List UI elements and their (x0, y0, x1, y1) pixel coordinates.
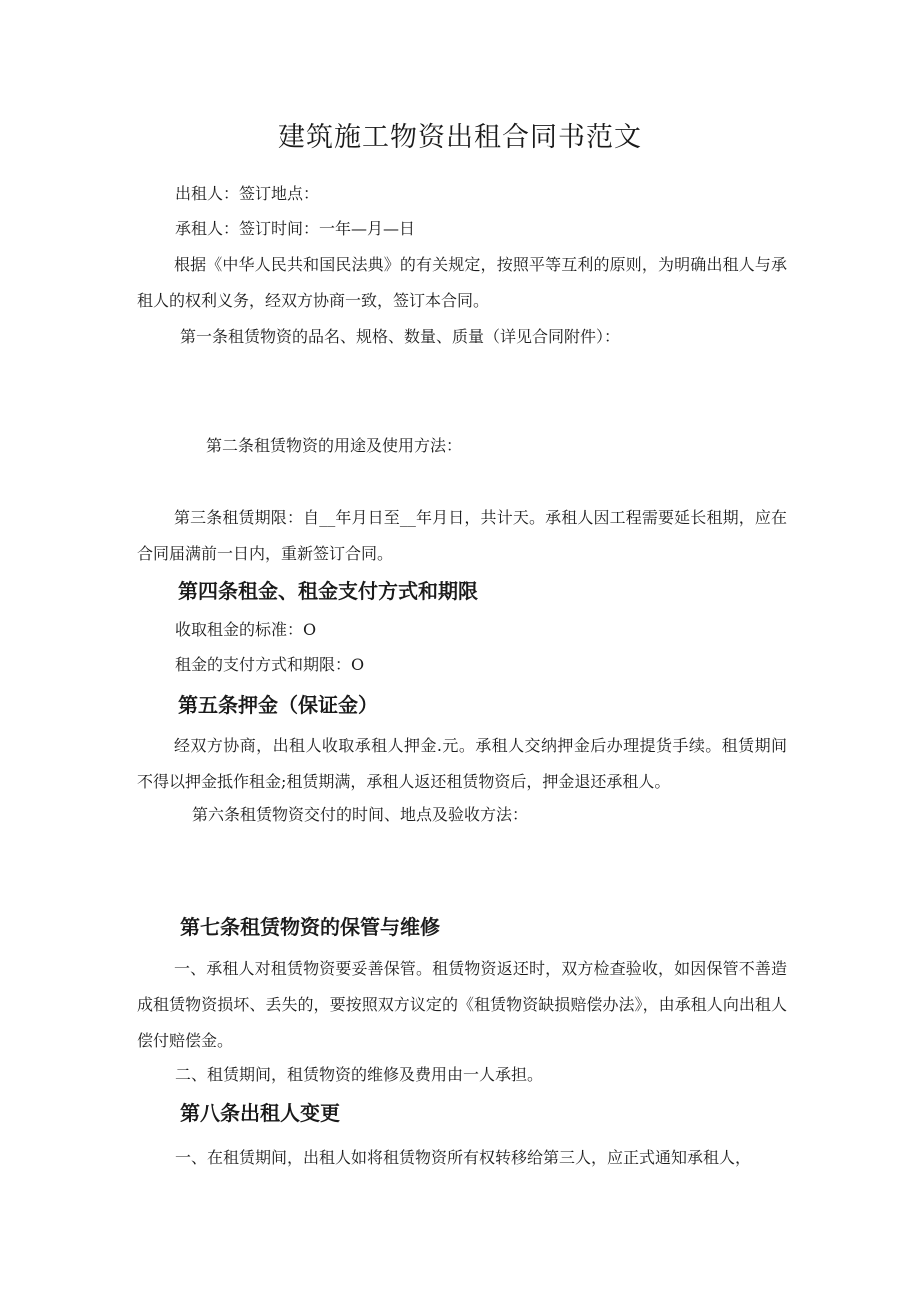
article-7-heading: 第七条租赁物资的保管与维修 (180, 915, 440, 939)
article-3: 第三条租赁期限：自__年月日至__年月日，共计天。承租人因工程需要延长租期，应在合同届满前一日内，重新签订合同。 (137, 508, 787, 563)
article-4-rent-standard: 收取租金的标准：O (175, 620, 317, 639)
lessee-line: 承租人：签订时间：一年—月—日 (175, 219, 416, 238)
article-8-heading: 第八条出租人变更 (180, 1101, 340, 1125)
article-5-heading: 第五条押金（保证金） (178, 693, 378, 717)
article-2: 第二条租赁物资的用途及使用方法： (206, 436, 463, 455)
article-4-heading: 第四条租金、租金支付方式和期限 (178, 579, 478, 603)
document-title: 建筑施工物资出租合同书范文 (278, 122, 642, 153)
article-5-text: 经双方协商，出租人收取承租人押金.元。承租人交纳押金后办理提货手续。租赁期间不得以押金抵作租金;租赁期满，承租人返还租赁物资后，押金退还承租人。 (137, 736, 787, 791)
article-7-item-1: 一、承租人对租赁物资要妥善保管。租赁物资返还时，双方检查验收，如因保管不善造成租赁物资损坏、丢失的，要按照双方议定的《租赁物资缺损赔偿办法》，由承租人向出租人偿付赔偿金。 (137, 959, 787, 1050)
article-7-item-2: 二、租赁期间，租赁物资的维修及费用由一人承担。 (175, 1065, 544, 1084)
lessor-line: 出租人：签订地点： (175, 184, 320, 203)
article-6: 第六条租赁物资交付的时间、地点及验收方法： (192, 805, 529, 824)
preamble-paragraph: 根据《中华人民共和国民法典》的有关规定，按照平等互利的原则，为明确出租人与承租人的权利义务，经双方协商一致，签订本合同。 (137, 255, 787, 310)
article-8-item-1: 一、在租赁期间，出租人如将租赁物资所有权转移给第三人，应正式通知承租人， (175, 1148, 752, 1167)
article-1: 第一条租赁物资的品名、规格、数量、质量（详见合同附件）： (180, 327, 621, 346)
article-4-payment-terms: 租金的支付方式和期限：O (175, 655, 365, 674)
